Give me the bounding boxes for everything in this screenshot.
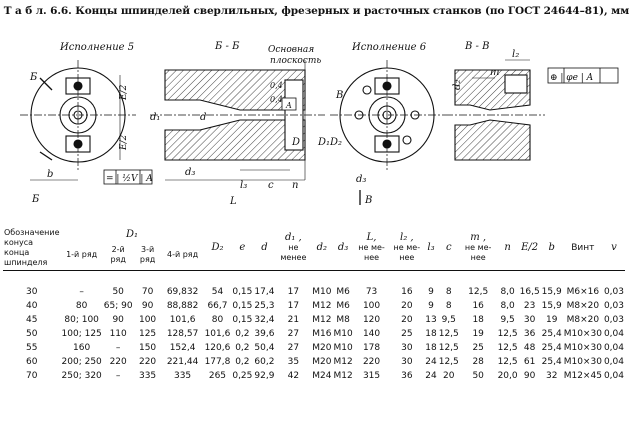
table-cell: M10×30 [563,329,602,339]
table-cell: 66,7 [207,301,228,311]
tolerance-b-text: = | ½V | A [106,174,153,184]
table-cell: 35 [287,357,300,367]
table-cell: 20,0 [497,371,518,381]
label-e2-bottom: E/2 [119,134,129,150]
table-cell: 45 [26,315,38,325]
label-L: L [230,196,237,207]
table-cell: 19 [545,315,558,325]
table-cell: 12,5 [497,329,518,339]
header-d3: d₃ [337,242,349,253]
table-cell: 8,0 [500,287,515,297]
table-cell: 54 [211,287,224,297]
table-cell: 160 [73,343,91,353]
header-l2-sub: не ме- нее [393,243,421,262]
table-cell: 27 [287,329,300,339]
table-cell: 12,5 [497,343,518,353]
table-cell: 40 [26,301,38,311]
table-cell: 70 [26,371,38,381]
table-cell: 0,25 [232,371,253,381]
table-cell: 80 [211,315,224,325]
table-cell: 90 [523,371,536,381]
table-cell: 73 [365,287,378,297]
table-cell: 17 [287,287,300,297]
table-cell: 80 [75,301,88,311]
table-cell: 125 [138,329,157,339]
table-cell: 9,5 [500,315,515,325]
table-cell: 88,882 [166,301,199,311]
header-L-cell [354,228,390,268]
table-cell: 90 [141,301,154,311]
header-m-sub: не ме- нее [464,243,492,262]
label-base-plane-2: плоскость [270,56,322,66]
table-cell: 30 [523,315,536,325]
header-l2-cell [389,228,424,268]
label-b: b [47,169,54,180]
header-L-sub: не ме- нее [358,243,385,262]
table-cell: M10 [333,329,353,339]
table-cell: M20 [312,357,332,367]
table-cell: 0,03 [603,301,624,311]
table-row [3,341,625,355]
table-cell: 20 [443,371,455,381]
table-cell: 140 [362,329,381,339]
section-bb [150,60,325,180]
label-v-top: В [336,90,344,101]
table-body [3,271,625,384]
table-cell: M8 [336,315,350,325]
table-cell: 0,04 [603,329,624,339]
header-row4: 4-й ряд [167,249,199,259]
table-cell: 12,5 [497,357,518,367]
table-cell: 13 [425,315,437,325]
label-n: n [292,180,299,191]
label-d: d [200,112,207,123]
spindle-drawing [0,20,633,215]
table-cell: 100 [138,315,157,325]
table-cell: 0,15 [232,315,253,325]
table-cell: 177,8 [204,357,231,367]
table-row [3,271,625,300]
table-cell: 30 [401,357,413,367]
view-isp6 [330,42,445,205]
table-cell: 39,6 [254,329,275,339]
table-cell: 50 [26,329,38,339]
header-m: m , [470,232,487,243]
header-m-cell [460,228,497,268]
table-cell: 24 [425,357,437,367]
table-cell: 27 [287,343,300,353]
table-cell: – [115,371,121,381]
table-cell: 8,0 [500,301,515,311]
header-d: d [261,242,268,253]
table-cell: 21 [287,315,300,325]
table-cell: 0,04 [603,357,624,367]
table-cell: 55 [26,343,38,353]
table-cell: 32,4 [254,315,275,325]
label-b-top: Б [30,72,38,83]
table-cell: 50 [112,287,124,297]
header-d1-cell [275,228,311,268]
table-cell: 0,15 [232,287,253,297]
table-cell: 50 [472,371,484,381]
table-cell: 15,9 [541,301,562,311]
table-cell: 60,2 [254,357,275,367]
header-D2: D₂ [211,242,224,253]
table-cell: M20 [312,343,332,353]
label-b-bottom: Б [32,194,40,205]
table-cell: – [115,343,121,353]
table-cell: 23 [523,301,536,311]
header-b: b [548,242,555,253]
header-l3: l₃ [427,242,435,253]
table-cell: 25 [401,329,413,339]
label-isp5: Исполнение 5 [60,42,135,53]
table-cell: 17 [287,301,300,311]
header-designation: Обозначение конуса конца шпинделя [4,228,60,267]
table-cell: 60 [26,357,38,367]
table-cell: M16 [312,329,332,339]
table-cell: 18 [425,329,437,339]
header-d1: d₁ , [284,232,302,243]
label-e2-top: E/2 [119,84,129,100]
table-cell: 100; 125 [61,329,102,339]
label-base-plane-1: Основная [268,45,315,55]
table-cell: 0,03 [603,315,624,325]
label-v-bottom: В [365,195,373,206]
header-D1: D₁ [126,228,139,240]
table-cell: 9,5 [441,315,456,325]
table-cell: 101,6 [204,329,231,339]
tolerance-m-text: ⊕ | φe | A [550,73,594,83]
label-section-vv: В - В [465,41,490,52]
table-cell: M6 [336,301,350,311]
table-cell: M6 [336,287,350,297]
table-cell: 0,15 [232,301,253,311]
table-cell: M10 [312,287,332,297]
label-d1: d₁ [150,112,161,123]
table-cell: M8×20 [566,301,600,311]
table-cell: 18 [472,315,484,325]
header-E2: E/2 [521,242,539,253]
table-row [3,299,625,313]
table-cell: M12×45 [563,371,602,381]
table-cell: 0,04 [603,371,624,381]
table-cell: M10×30 [563,343,602,353]
label-d2: d₂ [452,79,463,90]
table-cell: 61 [523,357,536,367]
table-cell: 220 [109,357,127,367]
header-l2: l₂ , [400,232,414,243]
table-cell: M12 [333,371,353,381]
table-cell: 221,44 [166,357,199,367]
table-cell: 25,3 [254,301,275,311]
header-n: n [504,242,511,253]
table-cell: 0,2 [235,357,250,367]
table-cell: 20 [401,301,413,311]
header-v: v [611,242,617,253]
table-cell: 80; 100 [64,315,99,325]
header-d2: d₂ [316,242,328,253]
table-cell: 101,6 [169,315,196,325]
label-0-4-b: 0,4 [270,95,283,104]
table-cell: 110 [109,329,127,339]
table-cell: – [79,287,84,297]
spindle-table [3,228,625,383]
label-c: c [268,180,274,191]
table-cell: M8×20 [566,315,600,325]
table-cell: M6×16 [566,287,600,297]
table-cell: 0,04 [603,343,624,353]
table-cell: 8 [445,301,452,311]
table-cell: 9 [428,287,434,297]
table-cell: 12,5 [438,343,459,353]
table-cell: 18 [425,343,437,353]
label-l2: l₂ [512,49,520,60]
table-cell: 19 [472,329,484,339]
table-cell: 150 [138,343,157,353]
table-cell: 50,4 [254,343,275,353]
table-cell: 70 [141,287,154,297]
table-cell: 0,2 [235,329,250,339]
table-cell: 12,5 [438,329,459,339]
table-cell: 265 [208,371,227,381]
table-cell: 30 [401,343,413,353]
header-e: e [239,242,246,253]
label-isp6: Исполнение 6 [352,42,427,53]
table-cell: 100 [362,301,381,311]
header-d1-sub: не менее [280,243,307,262]
table-cell: 69,832 [166,287,199,297]
table-cell: 8 [445,287,452,297]
label-section-bb: Б - Б [215,41,240,52]
table-row [3,355,625,369]
header-c: c [445,242,452,253]
table-cell: 20 [401,315,413,325]
table-cell: 36 [523,329,536,339]
table-cell: 120,6 [204,343,231,353]
table-cell: 25 [472,343,484,353]
table-cell: M12 [312,301,332,311]
label-D: D [292,137,301,148]
header-row3: 3-й ряд [139,244,156,264]
table-cell: 0,2 [235,343,250,353]
table-cell: 32 [545,371,558,381]
table-cell: 220 [362,357,381,367]
header-row1: 1-й ряд [66,249,98,259]
table-cell: 0,03 [603,287,624,297]
table-cell: 250; 320 [61,371,102,381]
table-cell: 128,57 [166,329,199,339]
table-cell: M10×30 [563,357,602,367]
table-cell: M24 [312,371,332,381]
table-cell: 25,4 [541,357,562,367]
table-row [3,369,625,383]
header-L: L, [366,232,377,243]
table-cell: 12,5 [468,287,489,297]
table-cell: 16,5 [519,287,540,297]
table-cell: 220 [138,357,157,367]
table-cell: 92,9 [254,371,275,381]
table-row [3,313,625,327]
table-cell: 36 [401,371,413,381]
table-cell: 335 [138,371,157,381]
table-cell: 15,9 [541,287,562,297]
label-d3-left: d₃ [185,167,196,178]
table-cell: 16 [472,301,484,311]
label-l3: l₃ [240,180,248,191]
table-cell: 48 [523,343,536,353]
table-cell: 178 [362,343,381,353]
table-cell: 25,4 [541,343,562,353]
table-cell: 42 [287,371,300,381]
label-D2: D₂ [330,137,343,148]
table-cell: 30 [26,287,38,297]
label-a-box: A [286,101,292,110]
label-0-4-a: 0,4 [270,81,283,90]
table-title: Т а б л. 6.6. Концы шпинделей сверлильных, фрезерных и расточных станков (по ГОСТ 24644–81), мм [3,5,630,17]
label-m: m [490,67,500,78]
table-cell: 335 [173,371,192,381]
table-cell: M12 [333,357,353,367]
table-cell: 28 [472,357,484,367]
table-cell: M10 [333,343,353,353]
table-cell: 315 [362,371,381,381]
table-row [3,327,625,341]
table-cell: 90 [112,315,124,325]
table-cell: M12 [312,315,332,325]
table-cell: 24 [425,371,437,381]
table-cell: 65; 90 [103,301,133,311]
table-cell: 25,4 [541,329,562,339]
table-cell: 200; 250 [61,357,102,367]
table-cell: 9 [428,301,434,311]
table-cell: 12,5 [438,357,459,367]
table-cell: 152,4 [169,343,196,353]
table-cell: 120 [362,315,381,325]
table-cell: 17,4 [254,287,275,297]
label-d3-right: d₃ [356,174,367,185]
view-isp5 [20,42,136,180]
label-D1: D₁ [318,137,331,148]
header-screw: Винт [571,243,595,253]
header-row2: 2-й ряд [110,244,126,264]
table-cell: 16 [401,287,413,297]
